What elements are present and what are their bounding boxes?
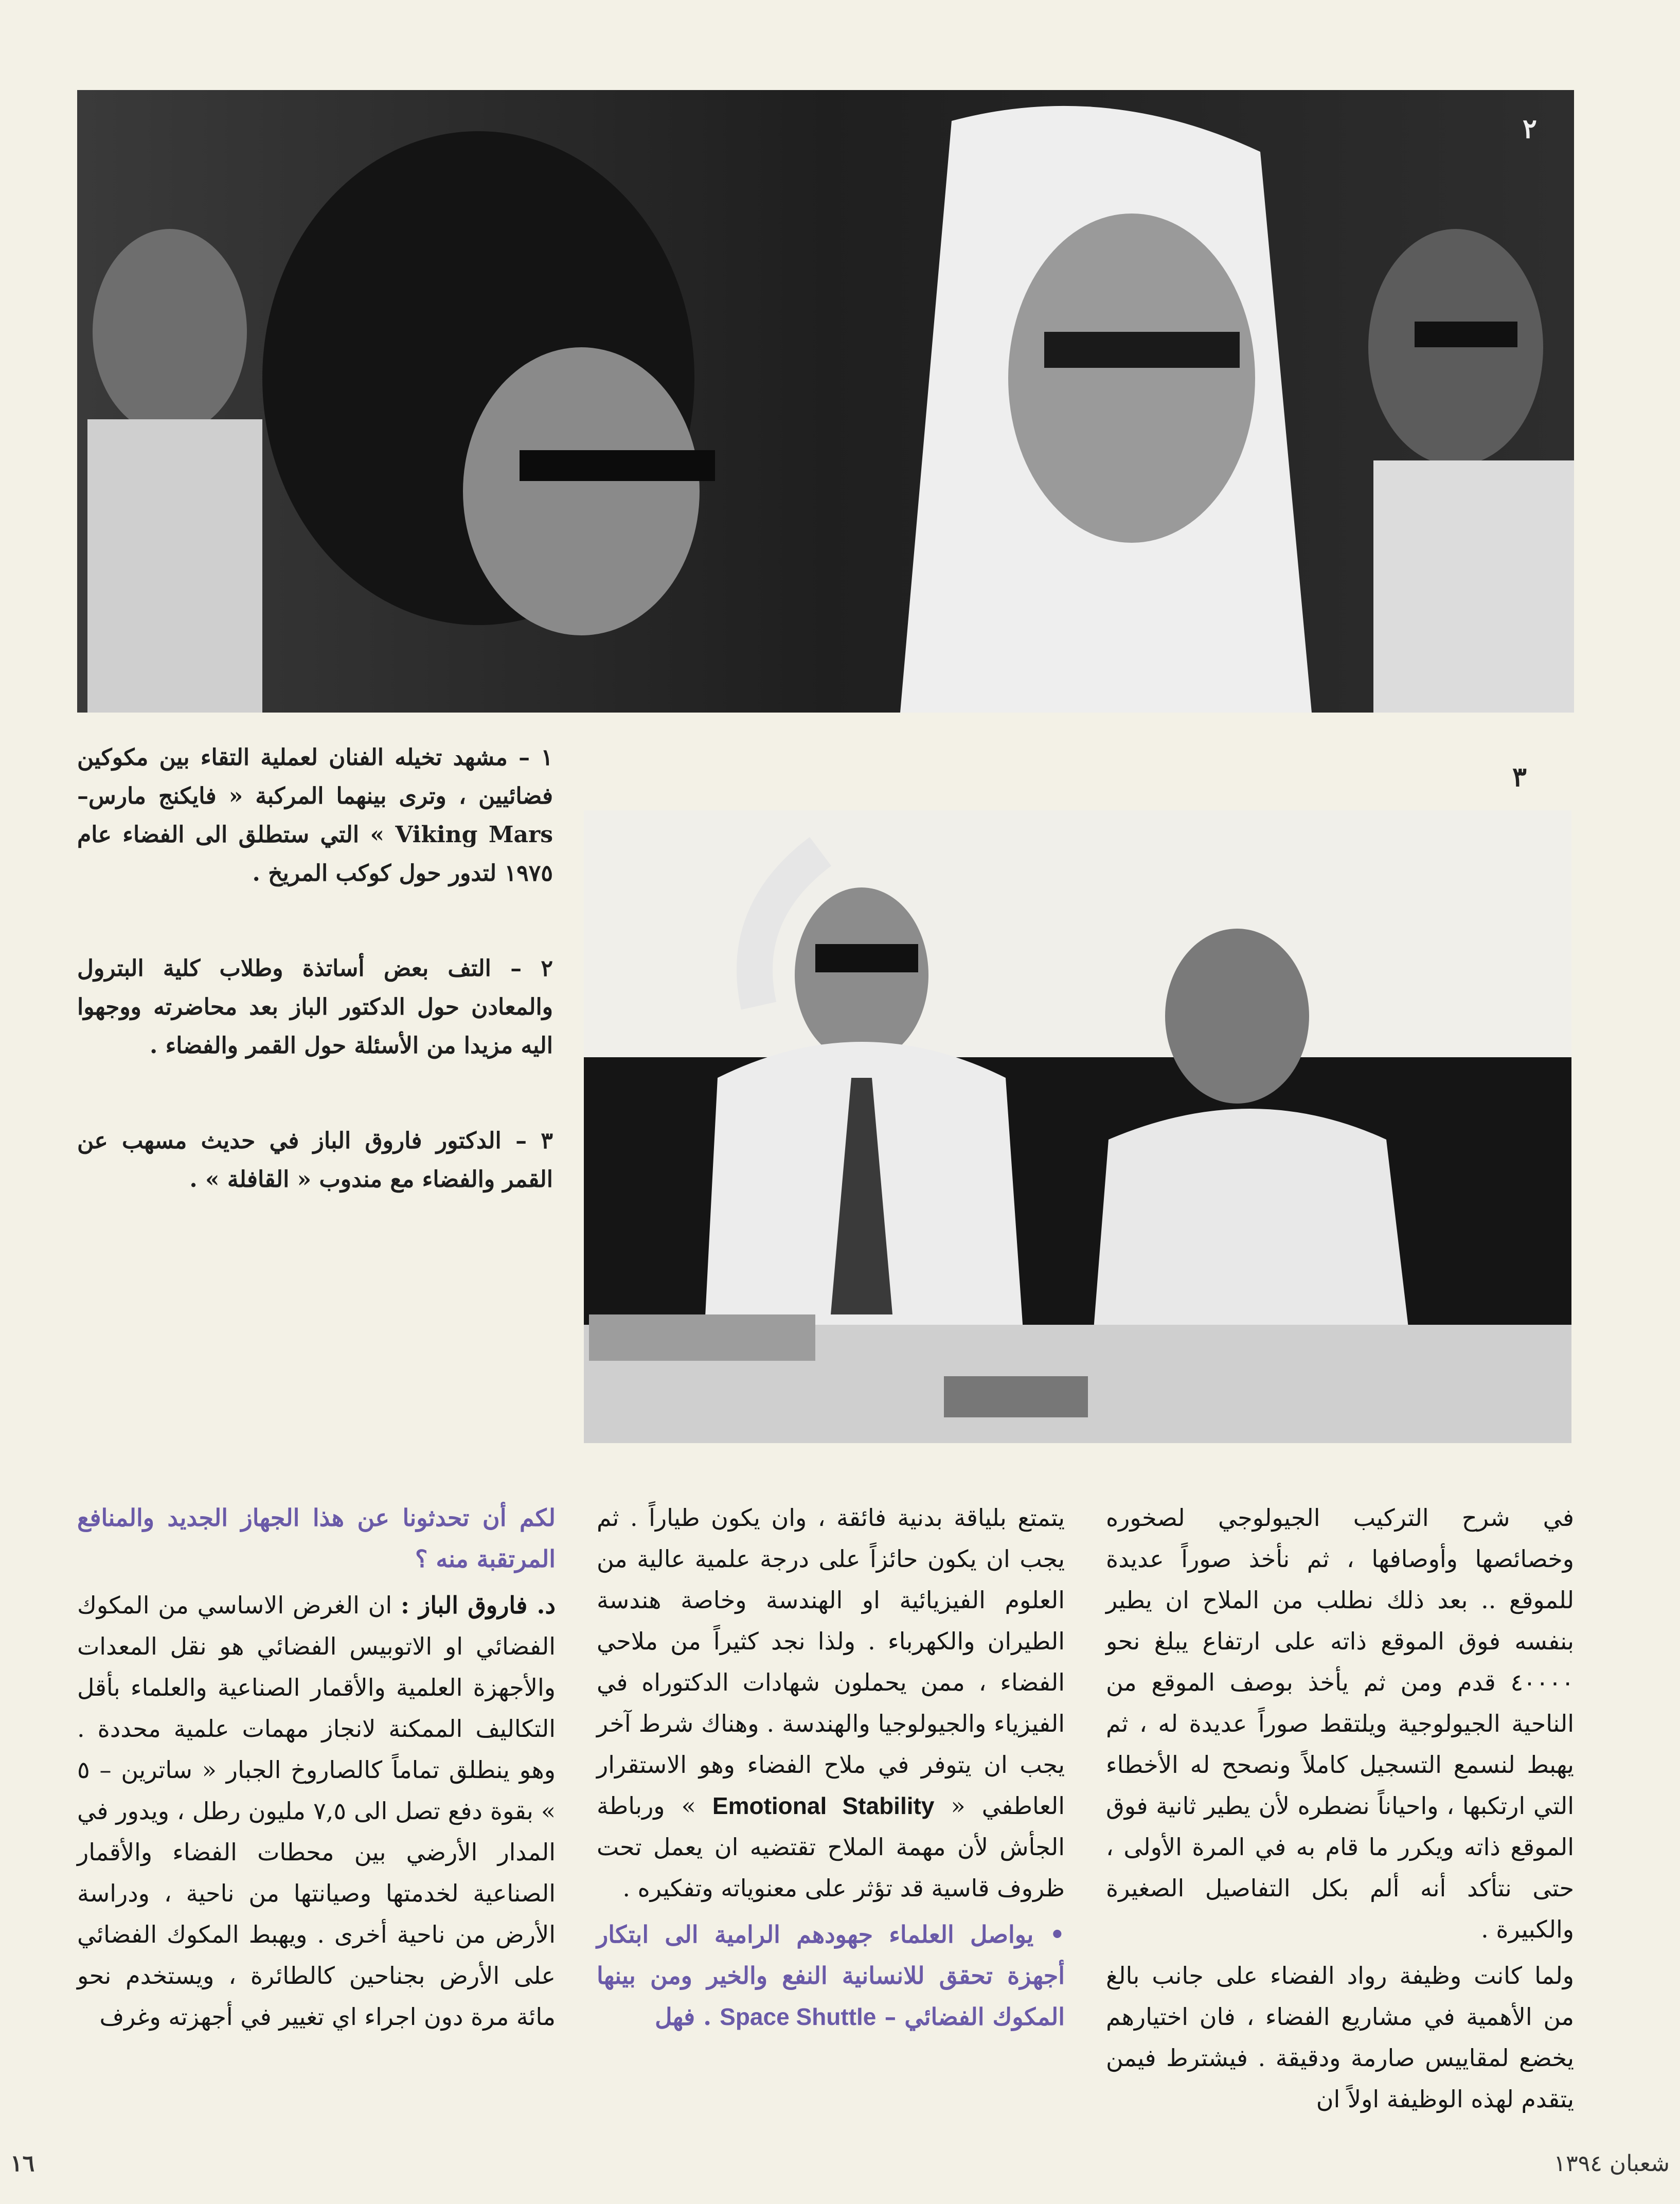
caption-3: ٣ – الدكتور فاروق الباز في حديث مسهب عن القمر والفضاء مع مندوب « القافلة » . — [77, 1128, 553, 1193]
paragraph: ولما كانت وظيفة رواد الفضاء على جانب بالغ من الأهمية في مشاريع الفضاء ، فان اختيارهم يخضع لمقاييس صارمة ودقيقة . فيشترط فيمن يتقدم لهذه الوظيفة اولاً ان — [1106, 1962, 1574, 2113]
photo-lecture-group-graphic — [77, 90, 1574, 713]
latin-term: Emotional Stability — [712, 1792, 935, 1819]
highlight-text: . فهل — [655, 2003, 712, 2031]
caption-2: ٢ – التف بعض أساتذة وطلاب كلية البترول والمعادن حول الدكتور الباز بعد محاضرته ووجهوا اليه مزيدا من الأسئلة حول القمر والفضاء . — [77, 955, 553, 1059]
issue-date: شعبان ١٣٩٤ — [1553, 2150, 1670, 2177]
photo-lecture-group — [77, 90, 1574, 713]
question-highlight — [597, 1914, 1065, 2037]
speaker-label: د. فاروق الباز : — [401, 1591, 556, 1619]
page-number: ١٦ — [10, 2150, 35, 2177]
article-column-middle — [597, 1497, 1065, 2042]
photo-interview-graphic — [584, 810, 1571, 1443]
photo-interview — [584, 810, 1571, 1443]
paragraph — [597, 1497, 1065, 1909]
paragraph-text: يتمتع بلياقة بدنية فائقة ، وان يكون طياراً . ثم يجب ان يكون حائزاً على درجة علمية عالية من العلوم الفيزيائية او الهندسة وخاصة هندسة الطيران والكهرباء . ولذا نجد كثيراً من ملاحي الفضاء ، ممن يحملون شهادات الدكتوراه في الفيزياء والجيولوجيا والهندسة . وهناك شرط آخر يجب ان يتوفر في ملاح الفضاء وهو الاستقرار العاطفي « — [597, 1504, 1065, 1820]
paragraph: في شرح التركيب الجيولوجي لصخوره وخصائصها وأوصافها ، ثم نأخذ صوراً عديدة للموقع .. بعد ذلك نطلب من الملاح ان يطير بنفسه فوق الموقع ذاته على ارتفاع يبلغ نحو ٤٠٠٠٠ قدم ومن ثم يأخذ بوصف الموقع من الناحية الجيولوجية ويلتقط صوراً عديدة له ، ثم يهبط لنسمع التسجيل كاملاً ونصحح له الأخطاء التي ارتكبها ، واحياناً نضطره لأن يطير ثانية فوق الموقع ذاته ويكرر ما قام به في المرة الأولى ، حتى نتأكد أنه ألم بكل التفاصيل الصغيرة والكبيرة . — [1106, 1504, 1574, 1943]
question-highlight: لكم أن تحدثونا عن هذا الجهاز الجديد والمنافع المرتقبة منه ؟ — [77, 1504, 556, 1573]
highlight-text: • يواصل العلماء جهودهم الرامية الى ابتكار أجهزة تحقق للانسانية النفع والخير ومن بينها المكوك الفضائي – — [597, 1921, 1065, 2031]
article-column-right — [1106, 1497, 1574, 2125]
paragraph-text: ان الغرض الاساسي من المكوك الفضائي او الاتوبيس الفضائي هو نقل المعدات والأجهزة العلمية والأقمار الصناعية والعلماء بأقل التكاليف الممكنة لانجاز مهمات علمية محددة . وهو ينطلق تماماً كالصاروخ الجبار « ساترين – ٥ » بقوة دفع تصل الى ٧,٥ مليون رطل ، ويدور في المدار الأرضي بين محطات الفضاء والأقمار الصناعية لخدمتها وصيانتها من ناحية ، ودراسة الأرض من ناحية أخرى . ويهبط المكوك الفضائي على الأرض بجناحين كالطائرة ، ويستخدم نحو مائة مرة دون اجراء اي تغيير في أجهزته وغرف — [77, 1591, 556, 2031]
photo2-number: ٢ — [1523, 113, 1537, 145]
article-column-left — [77, 1497, 556, 2042]
photo3-number: ٣ — [1512, 761, 1527, 793]
paragraph — [77, 1585, 556, 2037]
latin-term: Space Shuttle — [720, 2003, 877, 2030]
caption-1: ١ – مشهد تخيله الفنان لعملية التقاء بين مكوكين فضائيين ، وترى بينهما المركبة « فايكنج مارس– Viking Mars » التي ستطلق الى الفضاء عام ١٩٧٥ لتدور حول كوكب المريخ . — [77, 744, 553, 886]
paragraph-text: » ورباطة الجأش لأن مهمة الملاح تقتضيه ان يعمل تحت ظروف قاسية قد تؤثر على معنوياته وتفكيره . — [597, 1792, 1065, 1902]
